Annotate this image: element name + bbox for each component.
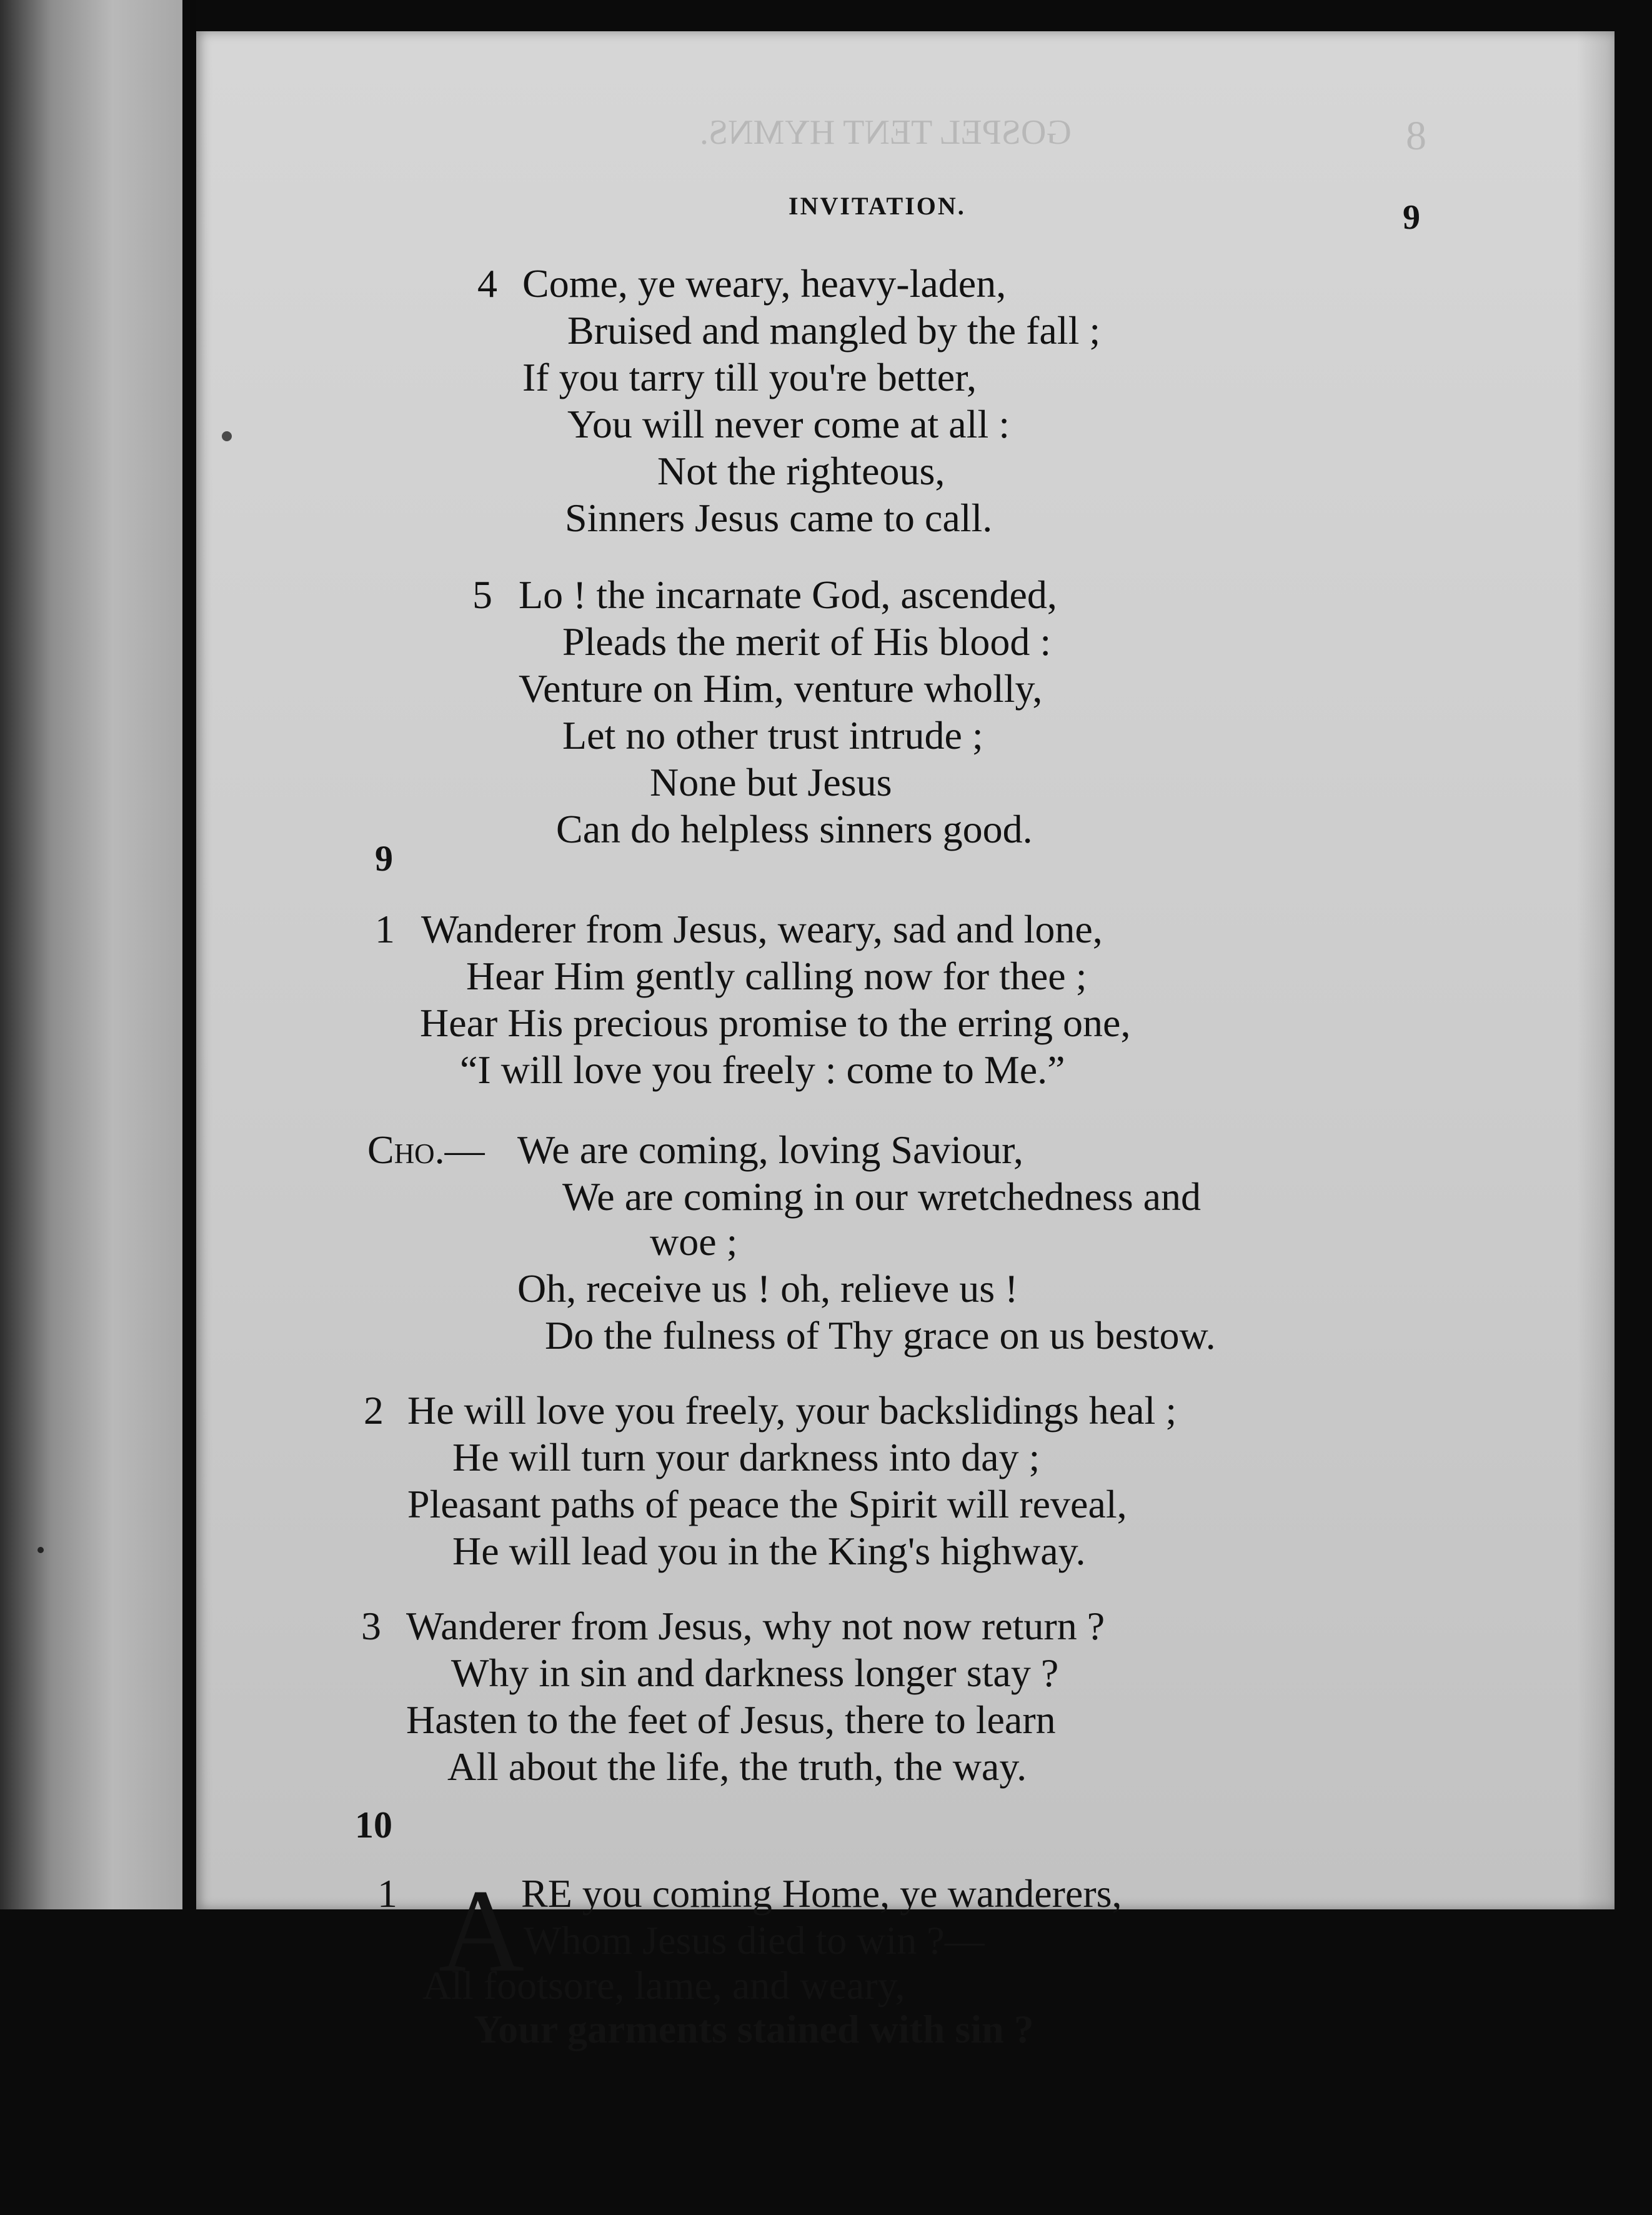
page-number: 9: [1403, 198, 1420, 237]
verse-line: Can do helpless sinners good.: [556, 807, 1033, 851]
verse-line: Come, ye weary, heavy-laden,: [522, 261, 1007, 306]
chorus-line: woe ;: [650, 1219, 738, 1264]
hymn-number: 10: [355, 1804, 392, 1846]
verse-line: He will lead you in the King's highway.: [452, 1529, 1086, 1573]
verse-line: RE you coming Home, ye wanderers,: [521, 1871, 1122, 1916]
verse-line: Pleasant paths of peace the Spirit will reveal,: [407, 1482, 1127, 1526]
verse-number: 5: [472, 572, 492, 617]
dust-speck: [222, 431, 232, 441]
verse-line: Wanderer from Jesus, weary, sad and lone,: [421, 907, 1103, 951]
verse-line: He will turn your darkness into day ;: [452, 1435, 1040, 1479]
verse-line: None but Jesus: [650, 760, 892, 804]
verse-line: Sinners Jesus came to call.: [565, 496, 993, 540]
chorus-line: Do the fulness of Thy grace on us bestow.: [545, 1313, 1216, 1358]
chorus-line: We are coming, loving Saviour,: [517, 1128, 1023, 1172]
verse-line: Why in sin and darkness longer stay ?: [451, 1651, 1059, 1695]
verse-line: Hear His precious promise to the erring one,: [420, 1001, 1131, 1045]
verse-number: 3: [361, 1604, 381, 1648]
page-edge-shadow: [1577, 31, 1615, 1909]
verse-line: Hear Him gently calling now for thee ;: [466, 954, 1087, 998]
verse-line: Whom Jesus died to win ?—: [524, 1918, 985, 1962]
verse-line: You will never come at all :: [567, 402, 1010, 446]
verse-number: 4: [477, 261, 497, 306]
verse-line: Venture on Him, venture wholly,: [519, 666, 1043, 711]
drop-cap: A: [439, 1866, 525, 1997]
chorus-line: Oh, receive us ! oh, relieve us !: [517, 1266, 1018, 1311]
chorus-label: Cho.—: [367, 1128, 485, 1172]
verse-line: Hasten to the feet of Jesus, there to learn: [406, 1698, 1056, 1742]
verse-number: 1: [375, 907, 395, 951]
verse-line: Lo ! the incarnate God, ascended,: [519, 572, 1057, 617]
verse-line: “I will love you freely : come to Me.”: [460, 1048, 1065, 1092]
verse-line: All about the life, the truth, the way.: [447, 1744, 1027, 1789]
book-gutter: [182, 0, 196, 2215]
dust-speck: [37, 1547, 44, 1553]
previous-page-edge: [0, 0, 182, 2215]
verse-number: 1: [377, 1871, 397, 1916]
verse-line: If you tarry till you're better,: [522, 355, 977, 399]
verse-number: 2: [364, 1388, 384, 1432]
verse-line: Pleads the merit of His blood :: [562, 619, 1052, 664]
showthrough-running-head: GOSPEL TENT HYMNS.: [700, 113, 1072, 152]
verse-line: Bruised and mangled by the fall ;: [567, 308, 1101, 352]
chorus-line: We are coming in our wretchedness and: [562, 1174, 1202, 1219]
showthrough-page-number: 8: [1406, 113, 1426, 159]
verse-line: Wanderer from Jesus, why not now return ?: [406, 1604, 1105, 1648]
hymn-number: 9: [375, 838, 393, 879]
verse-line: Not the righteous,: [657, 449, 945, 493]
verse-line: Your garments stained with sin ?: [474, 2007, 1034, 2051]
running-head: INVITATION.: [789, 192, 966, 220]
verse-line: Let no other trust intrude ;: [562, 713, 983, 758]
verse-line: All footsore, lame, and weary,: [422, 1963, 905, 2008]
verse-line: He will love you freely, your backslidings heal ;: [407, 1388, 1177, 1432]
